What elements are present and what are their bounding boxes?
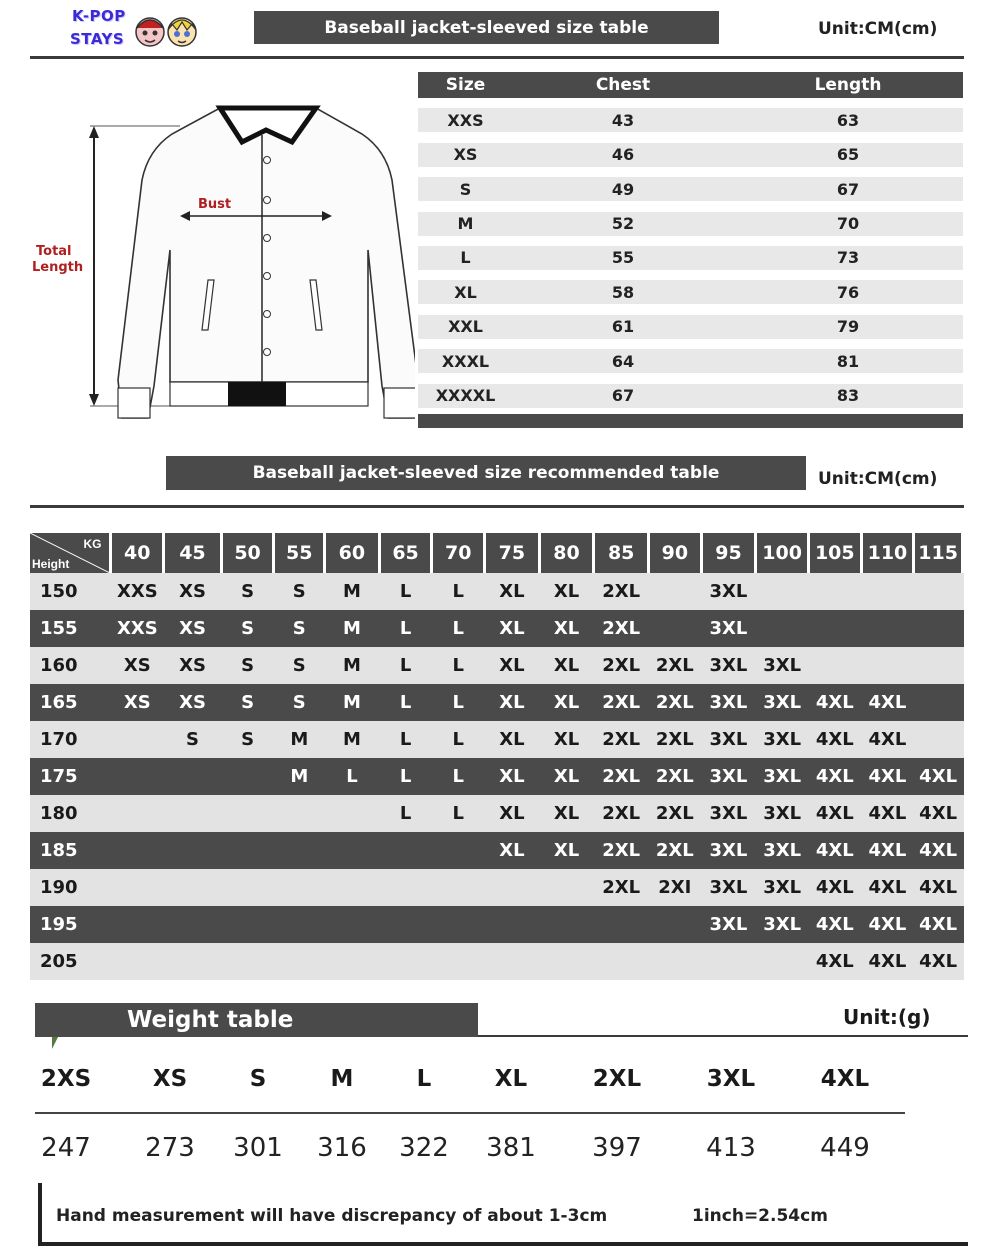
- inch-conversion: 1inch=2.54cm: [692, 1206, 828, 1226]
- size-recommend-cell: 4XL: [919, 877, 958, 898]
- recommend-row: [30, 906, 964, 943]
- chest-cell: 43: [611, 110, 635, 130]
- size-recommend-cell: M: [290, 729, 309, 750]
- recommend-row: [30, 647, 964, 684]
- size-recommend-cell: XL: [499, 581, 525, 602]
- size-recommend-cell: XS: [179, 618, 206, 639]
- size-recommend-cell: M: [290, 766, 309, 787]
- length-cell: 79: [836, 317, 860, 337]
- weight-header-cell: 80: [541, 533, 593, 573]
- size-recommend-cell: 3XL: [763, 766, 802, 787]
- size-recommend-cell: XL: [499, 840, 525, 861]
- weight-size-label: S: [249, 1066, 267, 1092]
- size-recommend-cell: 2XL: [602, 766, 641, 787]
- footer-bracket-left: [38, 1183, 42, 1246]
- height-cell: 190: [40, 877, 78, 898]
- size-recommend-cell: 4XL: [868, 840, 907, 861]
- size-recommend-cell: XL: [499, 618, 525, 639]
- logo-line-1: K-POP: [72, 7, 126, 25]
- size-cell: XXXXL: [435, 386, 496, 406]
- weight-row-divider: [35, 1112, 905, 1114]
- length-cell: 65: [836, 145, 860, 165]
- size-cell: XXXL: [441, 351, 490, 371]
- weight-header-cell: 40: [112, 533, 162, 573]
- size-recommend-cell: M: [342, 655, 361, 676]
- length-cell: 76: [836, 282, 860, 302]
- size-recommend-cell: M: [342, 618, 361, 639]
- chest-cell: 61: [611, 317, 635, 337]
- size-recommend-cell: 2XL: [602, 877, 641, 898]
- size-recommend-cell: S: [292, 655, 306, 676]
- size-recommend-cell: 4XL: [919, 914, 958, 935]
- weight-value: 301: [233, 1133, 283, 1163]
- weight-header-cell: 90: [650, 533, 700, 573]
- size-recommend-cell: XS: [179, 692, 206, 713]
- weight-header-cell: 55: [275, 533, 323, 573]
- size-recommend-cell: XXS: [116, 618, 158, 639]
- bust-label: Bust: [198, 197, 232, 212]
- weight-header-cell: 45: [165, 533, 220, 573]
- height-cell: 195: [40, 914, 78, 935]
- size-recommend-cell: S: [241, 655, 255, 676]
- length-cell: 67: [836, 179, 860, 199]
- size-table-unit: Unit:CM(cm): [818, 19, 938, 39]
- size-table-row: [418, 315, 963, 339]
- size-recommend-cell: S: [241, 618, 255, 639]
- recommend-table-title: Baseball jacket-sleeved size recommended table: [166, 456, 806, 490]
- size-table-row: [418, 384, 963, 408]
- size-recommend-cell: 3XL: [709, 803, 748, 824]
- weight-header-cell: 65: [381, 533, 431, 573]
- weight-size-label: 4XL: [820, 1066, 870, 1092]
- chest-cell: 46: [611, 145, 635, 165]
- size-recommend-cell: XS: [179, 655, 206, 676]
- size-recommend-cell: M: [342, 729, 361, 750]
- weight-value: 322: [399, 1133, 449, 1163]
- size-recommend-cell: 3XL: [709, 840, 748, 861]
- recommend-row: [30, 610, 964, 647]
- size-recommend-cell: 2XI: [658, 877, 692, 898]
- length-cell: 63: [836, 110, 860, 130]
- size-recommend-cell: 3XL: [763, 914, 802, 935]
- top-divider: [30, 56, 964, 59]
- recommend-table-header: [30, 533, 964, 573]
- size-recommend-cell: 2XL: [602, 618, 641, 639]
- height-cell: 150: [40, 581, 78, 602]
- size-table-row: [418, 246, 963, 270]
- size-recommend-cell: 4XL: [815, 766, 854, 787]
- size-recommend-cell: M: [342, 581, 361, 602]
- size-table-row: [418, 212, 963, 236]
- size-recommend-cell: 2XL: [602, 692, 641, 713]
- weight-size-label: XS: [152, 1066, 188, 1092]
- size-cell: XXS: [447, 110, 484, 130]
- size-table-row: [418, 143, 963, 167]
- size-recommend-cell: 2XL: [655, 692, 694, 713]
- size-recommend-cell: S: [186, 729, 199, 750]
- size-recommend-cell: 4XL: [868, 766, 907, 787]
- size-recommend-cell: 2XL: [602, 581, 641, 602]
- size-recommend-cell: 3XL: [763, 655, 802, 676]
- size-recommend-cell: 3XL: [709, 692, 748, 713]
- size-recommend-cell: 2XL: [655, 655, 694, 676]
- size-table: [418, 72, 963, 428]
- weight-value: 413: [706, 1133, 756, 1163]
- size-recommend-cell: 3XL: [763, 840, 802, 861]
- length-cell: 70: [836, 214, 860, 234]
- size-recommend-cell: L: [399, 618, 412, 639]
- mascot-icon: [132, 10, 202, 52]
- size-recommend-cell: 2XL: [655, 729, 694, 750]
- size-cell: S: [459, 179, 472, 199]
- size-recommend-cell: L: [399, 581, 412, 602]
- length-cell: 83: [836, 386, 860, 406]
- size-table-row: [418, 177, 963, 201]
- size-recommend-cell: 4XL: [919, 803, 958, 824]
- height-cell: 160: [40, 655, 78, 676]
- size-recommend-cell: XS: [123, 655, 151, 676]
- weight-value: 381: [486, 1133, 536, 1163]
- size-recommend-cell: 3XL: [709, 914, 748, 935]
- length-cell: 81: [836, 351, 860, 371]
- size-recommend-cell: 3XL: [709, 581, 748, 602]
- weight-size-label: M: [330, 1066, 354, 1092]
- weight-size-label: 2XS: [40, 1066, 92, 1092]
- recommend-row: [30, 869, 964, 906]
- weight-header-cell: 105: [810, 533, 860, 573]
- size-recommend-cell: XS: [179, 581, 206, 602]
- brand-logo: [62, 6, 212, 54]
- size-recommend-cell: L: [399, 803, 412, 824]
- size-table-header: [418, 72, 963, 98]
- size-cell: L: [460, 248, 471, 268]
- size-recommend-cell: S: [241, 692, 255, 713]
- size-recommend-cell: L: [452, 803, 464, 824]
- size-recommend-cell: 3XL: [709, 766, 748, 787]
- height-cell: 165: [40, 692, 78, 713]
- size-recommend-cell: L: [452, 766, 464, 787]
- recommend-row: [30, 721, 964, 758]
- size-recommend-cell: 2XL: [655, 803, 694, 824]
- size-recommend-cell: 2XL: [602, 840, 641, 861]
- size-recommend-cell: S: [292, 618, 306, 639]
- recommend-row: [30, 573, 964, 610]
- height-cell: 180: [40, 803, 78, 824]
- size-recommend-cell: 3XL: [709, 655, 748, 676]
- weight-value: 316: [317, 1133, 367, 1163]
- size-recommend-cell: 4XL: [815, 803, 854, 824]
- size-recommend-cell: 2XL: [655, 840, 694, 861]
- size-recommend-cell: XXS: [116, 581, 158, 602]
- size-table-row: [418, 280, 963, 304]
- size-recommend-cell: XL: [553, 840, 580, 861]
- total-label: Total: [36, 244, 72, 259]
- size-recommend-cell: M: [342, 692, 361, 713]
- size-recommend-cell: XL: [553, 618, 580, 639]
- middle-divider: [30, 505, 964, 508]
- size-recommend-cell: 4XL: [919, 951, 958, 972]
- size-recommend-cell: XL: [553, 766, 580, 787]
- size-recommend-cell: 4XL: [815, 877, 854, 898]
- size-recommend-cell: S: [241, 581, 255, 602]
- size-recommend-cell: L: [399, 655, 412, 676]
- size-cell: XXL: [448, 317, 483, 337]
- chest-cell: 67: [611, 386, 635, 406]
- jacket-diagram: [30, 90, 415, 430]
- weight-header-cell: 70: [433, 533, 483, 573]
- weight-header-cell: 100: [757, 533, 807, 573]
- size-recommend-cell: L: [452, 729, 464, 750]
- size-recommend-cell: 4XL: [868, 692, 907, 713]
- size-recommend-cell: XL: [499, 766, 525, 787]
- size-recommend-cell: 3XL: [709, 618, 748, 639]
- recommend-row: [30, 795, 964, 832]
- size-recommend-cell: 2XL: [602, 729, 641, 750]
- size-table-footer-bar: [418, 414, 963, 428]
- header-chest: Chest: [595, 75, 651, 95]
- size-recommend-cell: XS: [123, 692, 151, 713]
- size-table-title: Baseball jacket-sleeved size table: [254, 11, 719, 44]
- length-label: Length: [32, 260, 84, 275]
- size-recommend-cell: 4XL: [868, 951, 907, 972]
- height-cell: 155: [40, 618, 78, 639]
- size-recommend-cell: L: [452, 655, 464, 676]
- size-recommend-cell: L: [452, 618, 464, 639]
- size-recommend-cell: 4XL: [868, 803, 907, 824]
- corner-height-label: Height: [32, 557, 70, 571]
- size-recommend-cell: XL: [499, 729, 525, 750]
- recommend-table: [30, 533, 964, 980]
- size-recommend-cell: S: [292, 581, 306, 602]
- weight-value: 449: [820, 1133, 870, 1163]
- size-cell: XL: [454, 282, 477, 302]
- size-recommend-cell: 3XL: [763, 877, 802, 898]
- size-recommend-cell: 3XL: [763, 803, 802, 824]
- logo-line-2: STAYS: [70, 30, 125, 48]
- weight-value: 273: [145, 1133, 195, 1163]
- height-cell: 175: [40, 766, 78, 787]
- size-recommend-cell: 4XL: [868, 877, 907, 898]
- weight-value: 397: [592, 1133, 642, 1163]
- chest-cell: 64: [611, 351, 635, 371]
- corner-cell: [30, 533, 109, 573]
- size-cell: M: [457, 214, 474, 234]
- size-recommend-cell: XL: [553, 729, 580, 750]
- size-recommend-cell: 2XL: [602, 803, 641, 824]
- size-recommend-cell: L: [399, 692, 412, 713]
- height-cell: 185: [40, 840, 78, 861]
- size-recommend-cell: 3XL: [763, 729, 802, 750]
- size-recommend-cell: XL: [553, 692, 580, 713]
- weight-header-cell: 95: [703, 533, 755, 573]
- size-recommend-cell: 4XL: [868, 729, 907, 750]
- size-recommend-cell: L: [399, 729, 412, 750]
- corner-kg-label: KG: [83, 537, 102, 551]
- corner-triangle-icon: [52, 1037, 64, 1049]
- size-recommend-cell: 4XL: [815, 692, 854, 713]
- size-recommend-cell: 3XL: [763, 692, 802, 713]
- recommend-row: [30, 943, 964, 980]
- size-table-row: [418, 108, 963, 132]
- weight-table-unit: Unit:(g): [843, 1005, 931, 1029]
- size-recommend-cell: 3XL: [709, 877, 748, 898]
- size-recommend-cell: L: [346, 766, 358, 787]
- size-recommend-cell: L: [399, 766, 412, 787]
- weight-divider: [478, 1035, 968, 1037]
- recommend-row: [30, 758, 964, 795]
- recommend-table-unit: Unit:CM(cm): [818, 469, 938, 489]
- chest-cell: 52: [611, 214, 635, 234]
- size-recommend-cell: 4XL: [919, 840, 958, 861]
- weight-header-cell: 50: [223, 533, 273, 573]
- height-cell: 170: [40, 729, 78, 750]
- height-cell: 205: [40, 951, 78, 972]
- size-recommend-cell: 2XL: [655, 766, 694, 787]
- size-recommend-cell: XL: [553, 803, 580, 824]
- size-recommend-cell: S: [241, 729, 255, 750]
- weight-table-title: Weight table: [35, 1003, 478, 1037]
- size-recommend-cell: XL: [499, 692, 525, 713]
- weight-value: 247: [41, 1133, 91, 1163]
- chest-cell: 55: [611, 248, 635, 268]
- weight-header-cell: 60: [326, 533, 378, 573]
- measurement-note: Hand measurement will have discrepancy of about 1-3cm: [56, 1206, 608, 1226]
- size-recommend-cell: L: [452, 692, 464, 713]
- size-recommend-cell: 4XL: [919, 766, 958, 787]
- size-recommend-cell: 4XL: [815, 951, 854, 972]
- chest-cell: 49: [611, 179, 635, 199]
- size-recommend-cell: 4XL: [815, 914, 854, 935]
- weight-header-cell: 110: [863, 533, 913, 573]
- weight-header-cell: 75: [486, 533, 538, 573]
- recommend-row: [30, 684, 964, 721]
- size-recommend-cell: S: [292, 692, 306, 713]
- weight-size-label: 2XL: [592, 1066, 642, 1092]
- size-recommend-cell: 4XL: [815, 729, 854, 750]
- size-recommend-cell: 2XL: [602, 655, 641, 676]
- recommend-row: [30, 832, 964, 869]
- weight-header-cell: 115: [915, 533, 961, 573]
- header-size: Size: [445, 75, 486, 95]
- size-cell: XS: [453, 145, 478, 165]
- weight-size-label: L: [416, 1066, 432, 1092]
- size-recommend-cell: 4XL: [815, 840, 854, 861]
- length-cell: 73: [836, 248, 860, 268]
- size-recommend-cell: XL: [499, 803, 525, 824]
- size-recommend-cell: XL: [553, 655, 580, 676]
- chest-cell: 58: [611, 282, 635, 302]
- size-table-row: [418, 349, 963, 373]
- weight-header-cell: 85: [595, 533, 647, 573]
- size-recommend-cell: XL: [553, 581, 580, 602]
- size-recommend-cell: L: [452, 581, 464, 602]
- size-recommend-cell: XL: [499, 655, 525, 676]
- size-recommend-cell: 4XL: [868, 914, 907, 935]
- footer-bracket-bottom: [38, 1242, 968, 1246]
- header-length: Length: [814, 75, 882, 95]
- weight-size-label: 3XL: [706, 1066, 756, 1092]
- size-recommend-cell: 3XL: [709, 729, 748, 750]
- weight-size-label: XL: [494, 1066, 528, 1092]
